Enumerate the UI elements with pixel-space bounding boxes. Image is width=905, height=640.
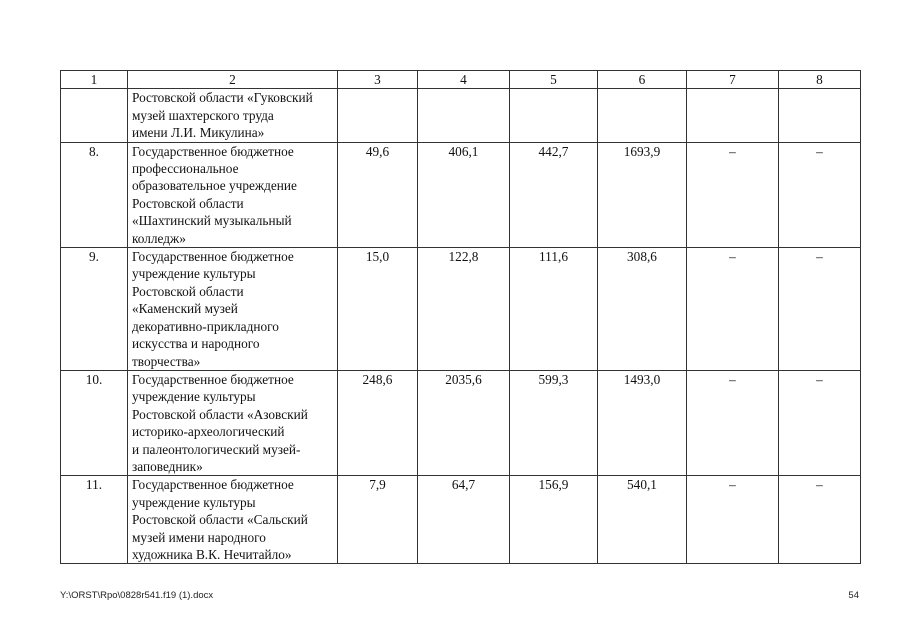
- value-cell-col6: 540,1: [598, 476, 687, 564]
- value-cell-col3: 15,0: [338, 248, 418, 371]
- header-cell: 2: [128, 71, 338, 89]
- value-cell-col5: 442,7: [510, 142, 598, 247]
- table-row: [61, 370, 861, 475]
- value-cell: [779, 89, 861, 142]
- value-cell-col4: 406,1: [418, 142, 510, 247]
- institution-name-cell: Государственное бюджетное учреждение культуры Ростовской области «Сальский музей имени народного художника В.К. Нечитайло»: [128, 476, 338, 564]
- value-cell-col5: 599,3: [510, 370, 598, 475]
- value-cell-col8: –: [779, 476, 861, 564]
- value-cell-col7: –: [687, 142, 779, 247]
- institution-name-cell: Ростовской области «Гуковский музей шахтерского труда имени Л.И. Микулина»: [128, 89, 338, 142]
- table-row: [61, 142, 861, 247]
- row-number-cell: [61, 89, 128, 142]
- institution-name-cell: Государственное бюджетное учреждение культуры Ростовской области «Каменский музей декоративно-прикладного искусства и народного творчества»: [128, 248, 338, 371]
- row-number-cell: 8.: [61, 142, 128, 247]
- footer-file-path: Y:\ORST\Rpo\0828r541.f19 (1).docx: [60, 590, 214, 601]
- value-cell-col7: –: [687, 476, 779, 564]
- value-cell-col3: 248,6: [338, 370, 418, 475]
- table-row: [61, 476, 861, 564]
- row-number-cell: 9.: [61, 248, 128, 371]
- institution-name-cell: Государственное бюджетное учреждение культуры Ростовской области «Азовский историко-археологический и палеонтологический музей- заповедник»: [128, 370, 338, 475]
- header-cell: 7: [687, 71, 779, 89]
- value-cell-col3: 7,9: [338, 476, 418, 564]
- row-number-cell: 11.: [61, 476, 128, 564]
- value-cell-col6: 1493,0: [598, 370, 687, 475]
- header-cell: 3: [338, 71, 418, 89]
- table-row-continuation: [61, 89, 861, 142]
- value-cell: [598, 89, 687, 142]
- header-row: [61, 71, 861, 89]
- value-cell-col4: 64,7: [418, 476, 510, 564]
- header-cell: 6: [598, 71, 687, 89]
- table-row: [61, 248, 861, 371]
- value-cell: [418, 89, 510, 142]
- institution-name-cell: Государственное бюджетное профессиональное образовательное учреждение Ростовской области «Шахтинский музыкальный колледж»: [128, 142, 338, 247]
- value-cell-col8: –: [779, 248, 861, 371]
- value-cell-col4: 122,8: [418, 248, 510, 371]
- value-cell-col6: 1693,9: [598, 142, 687, 247]
- value-cell-col3: 49,6: [338, 142, 418, 247]
- value-cell-col8: –: [779, 370, 861, 475]
- value-cell: [510, 89, 598, 142]
- row-number-cell: 10.: [61, 370, 128, 475]
- value-cell: [338, 89, 418, 142]
- data-table: [60, 70, 861, 564]
- page-number: 54: [848, 590, 859, 601]
- header-cell: 5: [510, 71, 598, 89]
- header-cell: 1: [61, 71, 128, 89]
- value-cell-col7: –: [687, 248, 779, 371]
- value-cell-col6: 308,6: [598, 248, 687, 371]
- header-cell: 8: [779, 71, 861, 89]
- value-cell-col7: –: [687, 370, 779, 475]
- header-cell: 4: [418, 71, 510, 89]
- value-cell-col5: 156,9: [510, 476, 598, 564]
- value-cell-col4: 2035,6: [418, 370, 510, 475]
- value-cell-col8: –: [779, 142, 861, 247]
- value-cell: [687, 89, 779, 142]
- value-cell-col5: 111,6: [510, 248, 598, 371]
